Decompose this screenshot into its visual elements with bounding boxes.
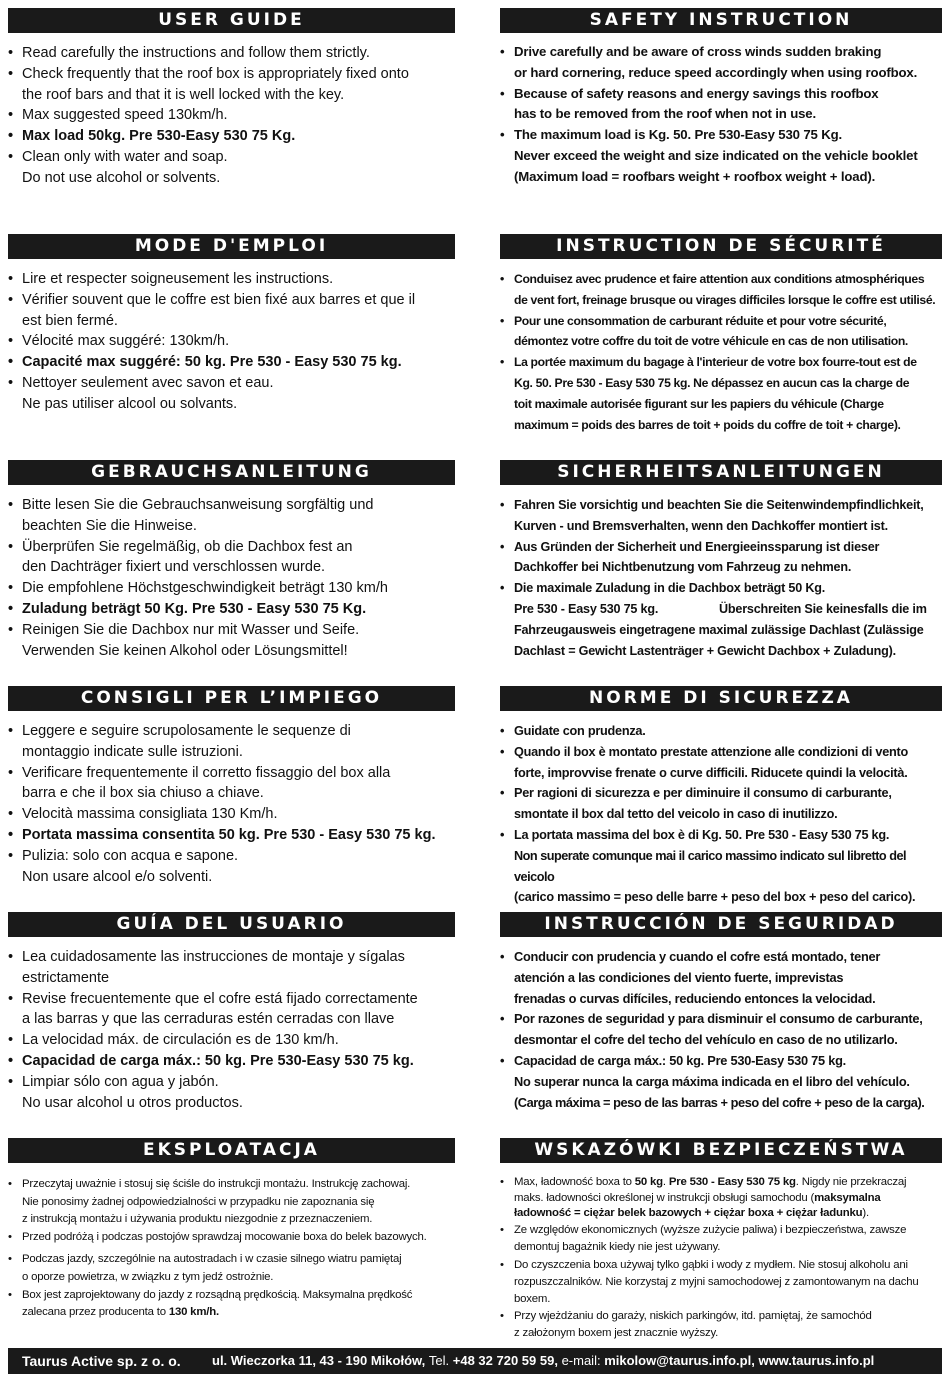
text: . Nigdy nie przekraczaj (795, 1176, 907, 1188)
list-item: Dachlast = Gewicht Lastenträger + Gewicht Dachbox + Zuladung). (514, 643, 896, 658)
section-title: SAFETY INSTRUCTION (500, 8, 942, 33)
list-item: Kurven - und Bremsverhalten, wenn den Dachkoffer montiert ist. (514, 518, 888, 533)
load-warning: Überschreiten Sie keinesfalls die im (719, 601, 927, 616)
list-item: Kg. 50. Pre 530 - Easy 530 75 kg. Ne dépassez en aucun cas la charge de (514, 375, 910, 390)
list-item: • Podczas jazdy, szczególnie na autostradach i w czasie silnego wiatru pamiętaj (8, 1251, 455, 1269)
list-item: • La velocidad máx. de circulación es de 130 km/h. (8, 1030, 455, 1051)
list-item: est bien fermé. (22, 312, 118, 329)
list-item: • Przy wjeżdżaniu do garaży, niskich parkingów, itd. pamiętaj, że samochód (500, 1308, 942, 1325)
section-title: GEBRAUCHSANLEITUNG (8, 460, 455, 485)
list-item: (Maximum load = roofbars weight + roofbox weight + load). (514, 168, 876, 184)
list-item: • Vélocité max suggéré: 130km/h. (8, 331, 455, 352)
list-item: • Aus Gründen der Sicherheit und Energieeinssparung ist dieser (500, 537, 942, 558)
company-name: Taurus Active sp. z o. o. (22, 1353, 181, 1369)
list-item: • Bitte lesen Sie die Gebrauchsanweisung sorgfältig und (8, 495, 455, 516)
list-item: maximum = poids des barres de toit + poids du coffre de toit + charge). (514, 417, 901, 432)
list-item: the roof bars and that it is well locked with the key. (22, 86, 345, 103)
phone-number: +48 32 720 59 59, (452, 1353, 558, 1368)
section-title: INSTRUCCIÓN DE SEGURIDAD (500, 912, 942, 937)
list-item: • Nettoyer seulement avec savon et eau. (8, 373, 455, 394)
list-item: Never exceed the weight and size indicated on the vehicle booklet (514, 147, 918, 163)
list-item: • Quando il box è montato prestate attenzione alle condizioni di vento (500, 742, 942, 763)
list-item: desmontar el cofre del techo del vehículo en caso de no utilizarlo. (514, 1032, 898, 1048)
list-item (500, 599, 942, 620)
load-note: Pre 530 - Easy 530 75 kg. (514, 601, 659, 616)
list-item: • Lea cuidadosamente las instrucciones de montaje y sígalas (8, 947, 455, 968)
list-item: • Capacidad de carga máx.: 50 kg. Pre 530-Easy 530 75 kg. (8, 1051, 455, 1072)
list-item: • Die maximale Zuladung in die Dachbox beträgt 50 Kg. (500, 578, 942, 599)
list-item: forte, improvvise frenate o curve difficili. Riducete quindi la velocità. (514, 765, 908, 780)
list-item: • Clean only with water and soap. (8, 147, 455, 168)
list-item: • Box jest zaprojektowany do jazdy z rozsądną prędkością. Maksymalna prędkość (8, 1287, 455, 1305)
section-title: USER GUIDE (8, 8, 455, 33)
list-item: • Reinigen Sie die Dachbox nur mit Wasser und Seife. (8, 620, 455, 641)
list-item: démontez votre coffre du toit de votre véhicule en cas de non utilisation. (514, 334, 908, 349)
list-item: z instrukcją montażu i używania produktu niezgodnie z przeznaczeniem. (22, 1213, 373, 1226)
section-title: CONSIGLI PER L’IMPIEGO (8, 686, 455, 711)
section-title: WSKAZÓWKI BEZPIECZEŃSTWA (500, 1138, 942, 1163)
list-item: • Por razones de seguridad y para disminuir el consumo de carburante, (500, 1009, 942, 1030)
list-item: • Überprüfen Sie regelmäßig, ob die Dachbox fest an (8, 537, 455, 558)
text: Pre 530 - Easy 530 75 kg (668, 1176, 796, 1188)
list-item: • Conduisez avec prudence et faire attention aux conditions atmosphériques (500, 269, 942, 290)
address: ul. Wieczorka 11, 43 - 190 Mikołów, (212, 1353, 426, 1368)
list-item: has to be removed from the roof when not in use. (514, 106, 817, 122)
text: . (662, 1176, 669, 1188)
list-item: demontuj bagażnik kiedy nie jest używany. (514, 1241, 721, 1254)
list-item: • Conducir con prudencia y cuando el cofre está montado, tener (500, 947, 942, 968)
list-item: • Guidate con prudenza. (500, 721, 942, 742)
list-item: Dachkoffer bei Nichtbenutzung vom Fahrzeug zu nehmen. (514, 560, 852, 575)
list-item: smontate il box dal tetto del veicolo in caso di inutilizzo. (514, 807, 838, 822)
section-title: NORME DI SICUREZZA (500, 686, 942, 711)
list-item: toit maximale autorisée figurant sur les papiers du véhicule (Charge (514, 396, 884, 411)
list-item: • Fahren Sie vorsichtig und beachten Sie die Seitenwindempfindlichkeit, (500, 495, 942, 516)
list-item: Ne pas utiliser alcool ou solvants. (22, 395, 238, 412)
list-item: • Capacidad de carga máx.: 50 kg. Pre 530-Easy 530 75 kg. (500, 1051, 942, 1072)
list-item: • Because of safety reasons and energy savings this roofbox (500, 84, 942, 105)
list-item: • Verificare frequentemente il corretto fissaggio del box alla (8, 763, 455, 784)
contact-line (212, 1348, 874, 1374)
list-item: • Portata massima consentita 50 kg. Pre 530 - Easy 530 75 kg. (8, 825, 455, 846)
email-address[interactable]: mikolow@taurus.info.pl, (604, 1353, 755, 1368)
list-item: o oporze powietrza, w związku z tym jedź ostrożnie. (22, 1270, 274, 1283)
list-item: • Ze względów ekonomicznych (wyższe zużycie paliwa) i bezpieczeństwa, zawsze (500, 1222, 942, 1239)
text: ). (862, 1207, 869, 1220)
list-item: • Do czyszczenia boxa używaj tylko gąbki i wody z mydłem. Nie stosuj alkoholu ani (500, 1257, 942, 1274)
list-item: • Leggere e seguire scrupolosamente le sequenze di (8, 721, 455, 742)
list-item (500, 1191, 942, 1205)
list-item: • Max load 50kg. Pre 530-Easy 530 75 Kg. (8, 126, 455, 147)
list-item: Do not use alcohol or solvents. (22, 169, 221, 186)
list-item: • Pour une consommation de carburant réduite et pour votre sécurité, (500, 311, 942, 332)
website-link[interactable]: www.taurus.info.pl (758, 1353, 875, 1368)
section-title: SICHERHEITSANLEITUNGEN (500, 460, 942, 485)
list-item: Fahrzeugausweis eingetragene maximal zulässige Dachlast (Zulässige (514, 622, 924, 637)
list-item: • Pulizia: solo con acqua e sapone. (8, 846, 455, 867)
list-item: Non usare alcool e/o solventi. (22, 868, 213, 885)
speed-note: zalecana przez producenta to (22, 1306, 169, 1319)
list-item: montaggio indicate sulle istruzioni. (22, 743, 243, 760)
list-item: • Read carefully the instructions and follow them strictly. (8, 43, 455, 64)
list-item: • Vérifier souvent que le coffre est bien fixé aux barres et que il (8, 290, 455, 311)
list-item: • Velocità massima consigliata 130 Km/h. (8, 804, 455, 825)
list-item: • Revise frecuentemente que el cofre está fijado correctamente (8, 989, 455, 1010)
list-item: • Lire et respecter soigneusement les instructions. (8, 269, 455, 290)
text: 50 kg (634, 1176, 663, 1188)
list-item: • La portée maximum du bagage à l'interieur de votre box fourre-tout est de (500, 352, 942, 373)
text: ładowność = ciężar belek bazowych + ciężar boxa + ciężar ładunku (514, 1207, 863, 1220)
list-item: atención a las condiciones del viento fuerte, imprevistas (514, 969, 844, 985)
list-item (8, 1304, 455, 1322)
tel-label: Tel. (428, 1353, 450, 1368)
text: Max, ładowność boxa to (514, 1176, 635, 1188)
list-item: barra e che il box sia chiuso a chiave. (22, 785, 264, 802)
text: maks. ładowności określonej w instrukcji obsługi samochodu ( (514, 1192, 815, 1205)
speed-value: 130 km/h. (168, 1306, 219, 1319)
list-item: • Zuladung beträgt 50 Kg. Pre 530 - Easy 530 75 Kg. (8, 599, 455, 620)
list-item: No superar nunca la carga máxima indicada en el libro del vehículo. (514, 1073, 910, 1089)
list-item: • Per ragioni di sicurezza e per diminuire il consumo di carburante, (500, 783, 942, 804)
list-item: • Drive carefully and be aware of cross winds sudden braking (500, 42, 942, 63)
list-item: • La portata massima del box è di Kg. 50. Pre 530 - Easy 530 75 kg. (500, 825, 942, 846)
list-item: de vent fort, freinage brusque ou virages difficiles lorsque le coffre est utilisé. (514, 292, 936, 307)
list-item: (carico massimo = peso delle barre + peso del box + peso del carico). (514, 890, 916, 905)
section-title: GUÍA DEL USUARIO (8, 912, 455, 937)
list-item: No usar alcohol u otros productos. (22, 1094, 243, 1111)
list-item: • Check frequently that the roof box is appropriately fixed onto (8, 64, 455, 85)
list-item: • Die empfohlene Höchstgeschwindigkeit beträgt 130 km/h (8, 578, 455, 599)
list-item (500, 1205, 942, 1222)
section-title: EKSPLOATACJA (8, 1138, 455, 1163)
list-item: den Dachträger fixiert und verschlossen wurde. (22, 559, 326, 576)
section-title: INSTRUCTION DE SÉCURITÉ (500, 234, 942, 259)
list-item: • Limpiar sólo con agua y jabón. (8, 1072, 455, 1093)
list-item: or hard cornering, reduce speed accordingly when using roofbox. (514, 64, 918, 80)
list-item: • Przeczytaj uważnie i stosuj się ściśle do instrukcji montażu. Instrukcję zachowaj. (8, 1176, 455, 1194)
list-item: • Przed podróżą i podczas postojów sprawdzaj mocowanie boxa do belek bazowych. (8, 1229, 455, 1247)
list-item: • Max suggested speed 130km/h. (8, 105, 455, 126)
text: maksymalna (814, 1192, 881, 1205)
list-item: Verwenden Sie keinen Alkohol oder Lösungsmittel! (22, 642, 348, 659)
list-item: Nie ponosimy żadnej odpowiedzialności w przypadku nie zapoznania się (22, 1195, 375, 1208)
list-item: • Capacité max suggéré: 50 kg. Pre 530 - Easy 530 75 kg. (8, 352, 455, 373)
email-label: e-mail: (561, 1353, 601, 1368)
list-item: boxem. (514, 1293, 551, 1306)
list-item: Non superate comunque mai il carico massimo indicato sul libretto del veicolo (514, 848, 907, 884)
list-item: (Carga máxima = peso de las barras + peso del cofre + peso de la carga). (514, 1094, 925, 1110)
footer-bar (8, 1348, 942, 1374)
list-item: frenadas o curvas difíciles, reduciendo entonces la velocidad. (514, 990, 876, 1006)
list-item (500, 1174, 942, 1191)
list-item: estrictamente (22, 969, 110, 986)
list-item: z założonym boxem jest znacznie wyższy. (514, 1327, 719, 1340)
list-item: beachten Sie die Hinweise. (22, 517, 197, 534)
list-item: rozpuszczalników. Nie korzystaj z myjni samochodowej z zamontowanym na dachu (514, 1275, 919, 1288)
section-title: MODE D'EMPLOI (8, 234, 455, 259)
list-item: • The maximum load is Kg. 50. Pre 530-Easy 530 75 Kg. (500, 125, 942, 146)
list-item: a las barras y que las cerraduras estén cerradas con llave (22, 1011, 395, 1028)
